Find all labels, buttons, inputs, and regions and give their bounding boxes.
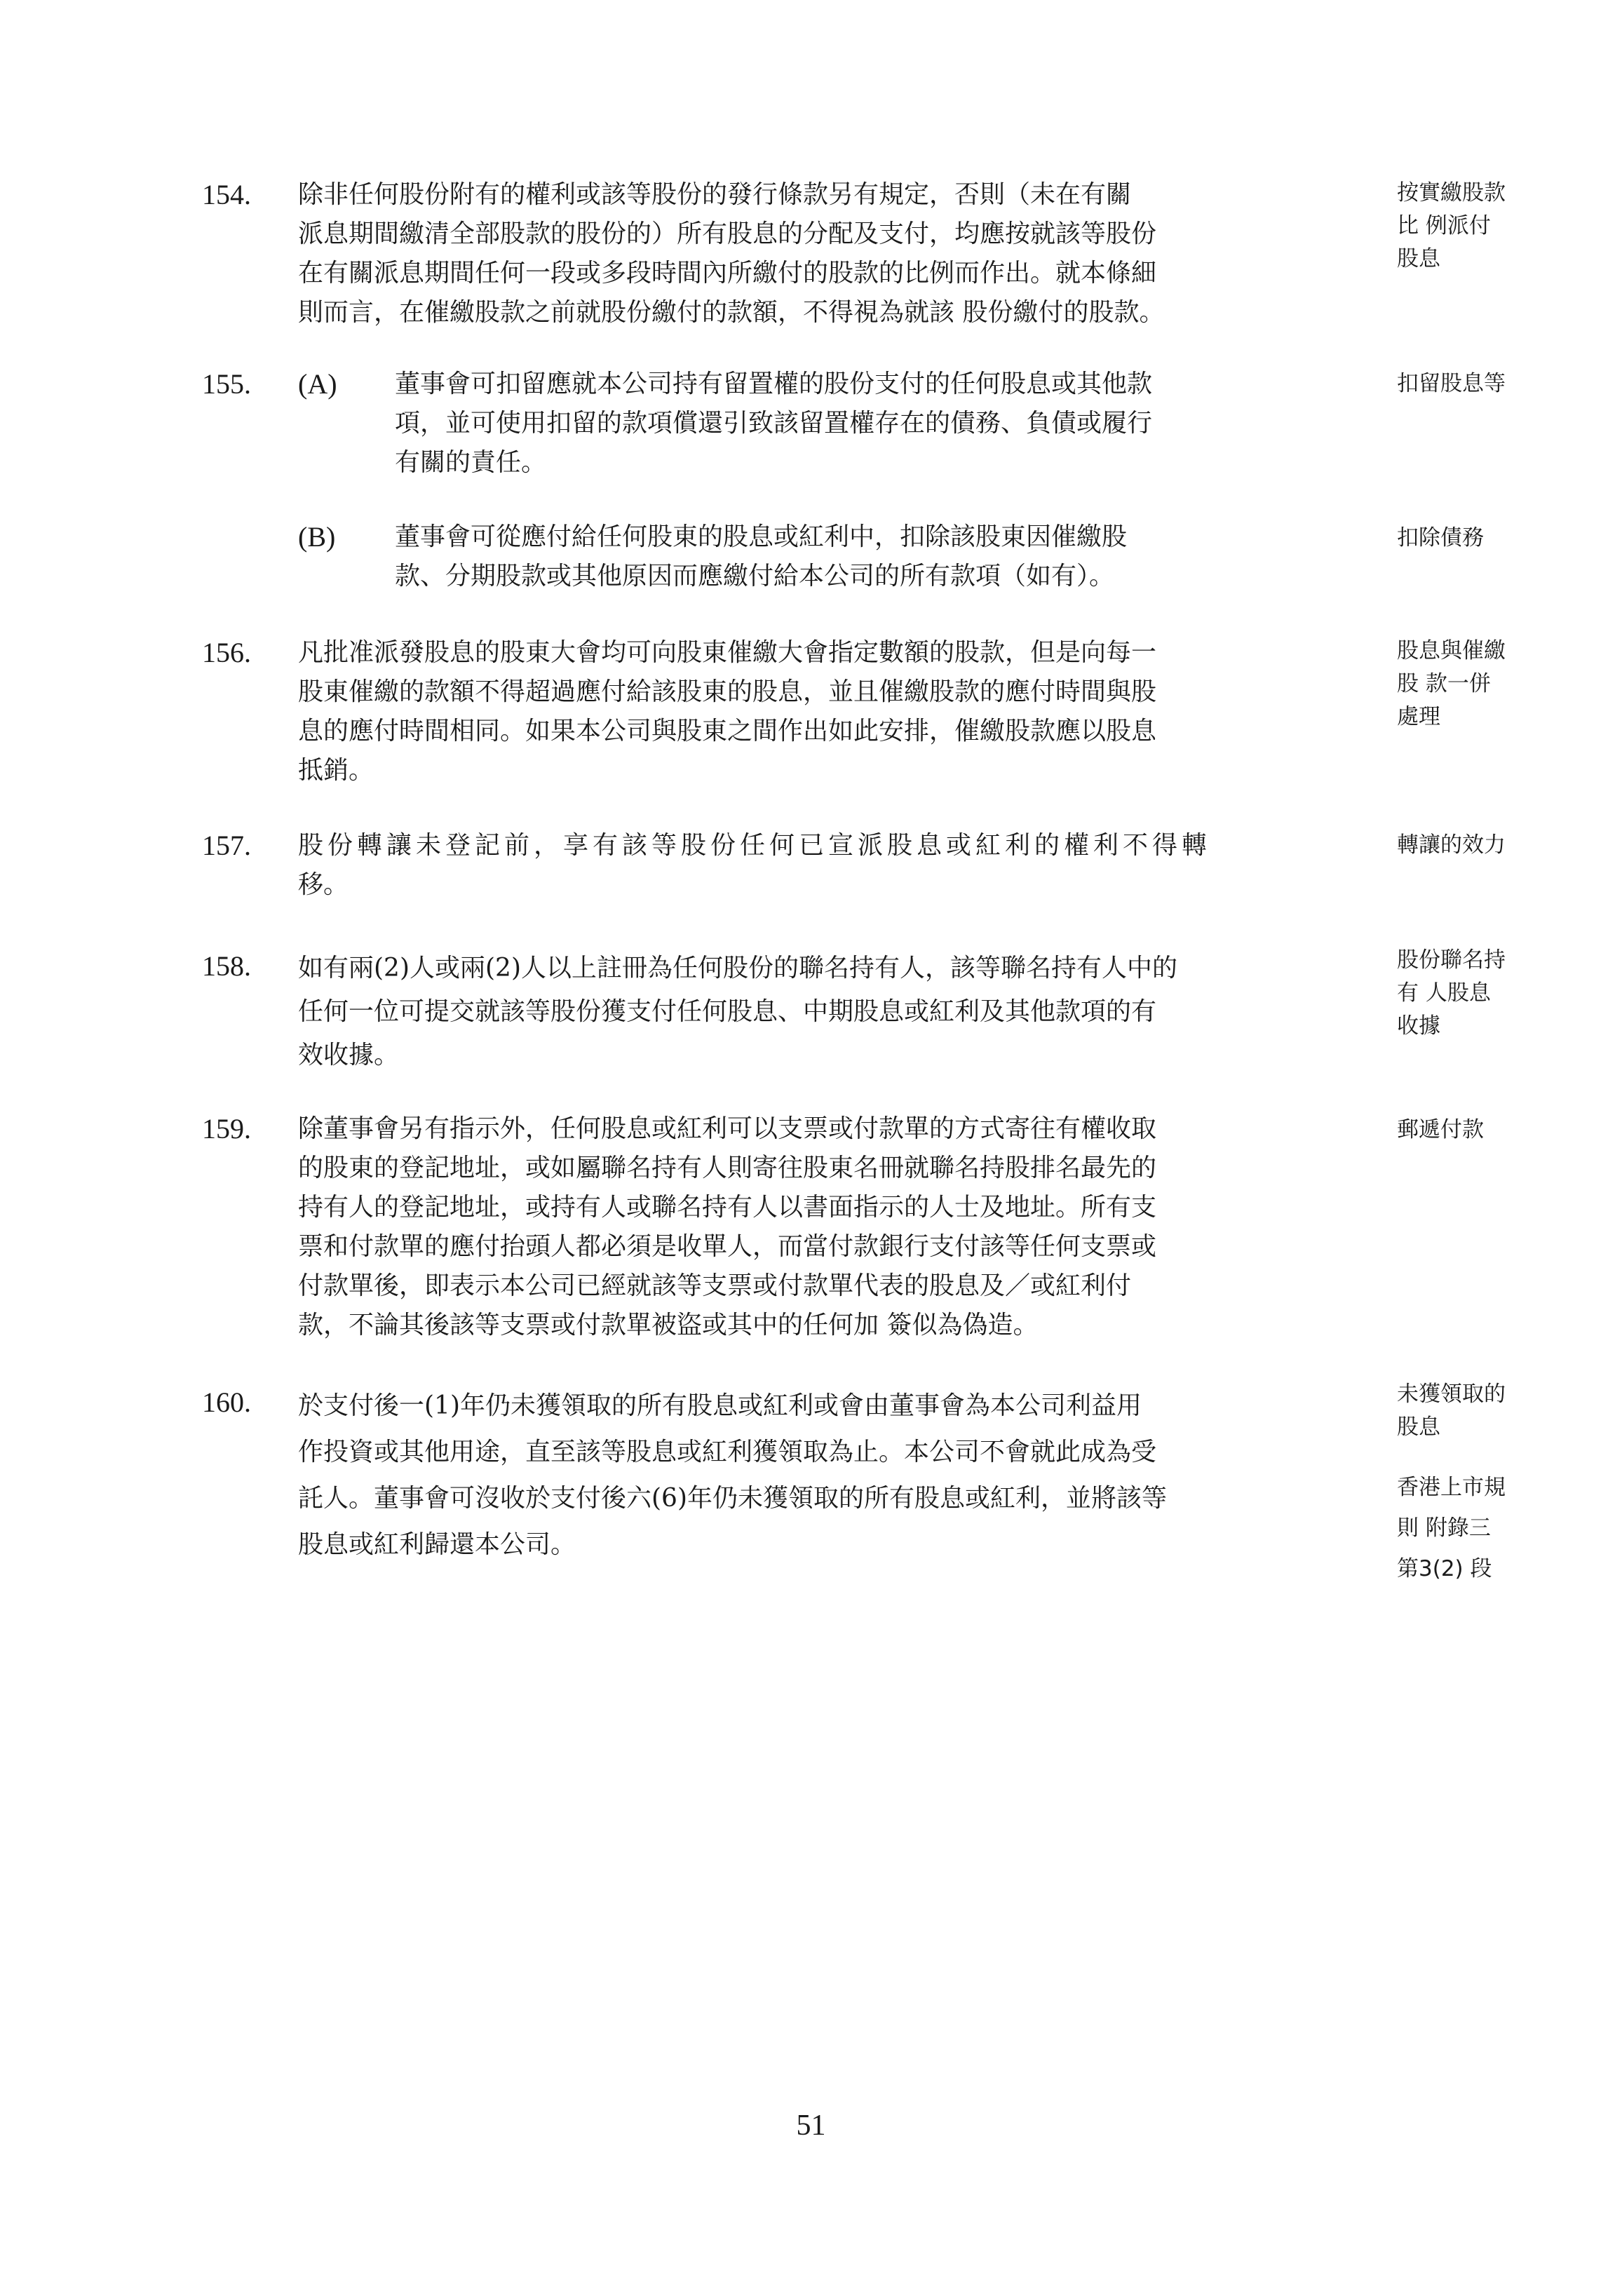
text-line: 股息或紅利歸還本公司。: [298, 1530, 576, 1559]
clause-text: [298, 826, 1350, 905]
margin-note: [1397, 177, 1558, 276]
margin-line: 則 附錄三: [1397, 1515, 1491, 1541]
text-line: 票和付款單的應付抬頭人都必須是收單人，而當付款銀行支付該等任何支票或: [298, 1232, 1157, 1261]
text-line: 凡批准派發股息的股東大會均可向股東催繳大會指定數額的股款，但是向每一: [298, 638, 1157, 667]
subclause-label-a: (A): [298, 368, 337, 400]
page-number: 51: [796, 2109, 826, 2142]
subclause-text-a: [395, 365, 1350, 482]
text-line: 息的應付時間相同。如果本公司與股東之間作出如此安排，催繳股款應以股息: [298, 717, 1157, 745]
margin-line: 扣除債務: [1397, 525, 1484, 551]
clause-text: [298, 947, 1350, 1077]
margin-reference: [1397, 1467, 1558, 1589]
subclause-label-b: (B): [298, 521, 336, 553]
text-line: 託人。董事會可沒收於支付後六(6)年仍未獲領取的所有股息或紅利，並將該等: [298, 1484, 1167, 1513]
margin-line: 轉讓的效力: [1397, 832, 1506, 858]
text-line: 付款單後，即表示本公司已經就該等支票或付款單代表的股息及／或紅利付: [298, 1271, 1132, 1300]
margin-note: [1397, 522, 1558, 555]
clause-text: [298, 633, 1350, 790]
margin-line: 香港上市規: [1397, 1475, 1506, 1500]
subclause-text-b: [395, 518, 1350, 596]
margin-line: 股息: [1397, 1414, 1440, 1440]
text-line: 除非任何股份附有的權利或該等股份的發行條款另有規定，否則（未在有關: [298, 180, 1132, 209]
margin-line: 郵遞付款: [1397, 1117, 1484, 1142]
margin-line: 股份聯名持: [1397, 947, 1506, 973]
clause-number: 155.: [202, 368, 251, 400]
clause-number: 154.: [202, 179, 251, 210]
text-line: 派息期間繳清全部股款的股份的）所有股息的分配及支付，均應按就該等股份: [298, 220, 1157, 248]
margin-line: 收據: [1397, 1013, 1440, 1039]
text-line: 持有人的登記地址，或持有人或聯名持有人以書面指示的人士及地址。所有支: [298, 1193, 1157, 1222]
margin-line: 股息: [1397, 246, 1440, 271]
text-line: 款、分期股款或其他原因而應繳付給本公司的所有款項（如有）。: [395, 562, 1115, 590]
margin-line: 股息與催繳: [1397, 638, 1506, 663]
text-line: 除董事會另有指示外，任何股息或紅利可以支票或付款單的方式寄往有權收取: [298, 1114, 1157, 1143]
clause-number: 157.: [202, 830, 251, 861]
clause-text: [298, 175, 1350, 332]
clause-number: 160.: [202, 1386, 251, 1418]
margin-line: 比 例派付: [1397, 213, 1491, 238]
text-line: 移。: [298, 870, 349, 899]
text-line: 的股東的登記地址，或如屬聯名持有人則寄往股東名冊就聯名持股排名最先的: [298, 1154, 1157, 1182]
margin-line: 第3(2) 段: [1397, 1556, 1492, 1581]
text-line: 董事會可從應付給任何股東的股息或紅利中，扣除該股東因催繳股: [395, 522, 1128, 551]
clause-number: 156.: [202, 637, 251, 668]
text-line: 任何一位可提交就該等股份獲支付任何股息、中期股息或紅利及其他款項的有: [298, 997, 1157, 1026]
text-line: 如有兩(2)人或兩(2)人以上註冊為任何股份的聯名持有人，該等聯名持有人中的: [298, 954, 1177, 982]
margin-line: 處理: [1397, 704, 1440, 729]
margin-line: 按實繳股款: [1397, 180, 1506, 205]
text-line: 董事會可扣留應就本公司持有留置權的股份支付的任何股息或其他款: [395, 370, 1153, 398]
margin-line: 有 人股息: [1397, 980, 1491, 1006]
text-line: 作投資或其他用途，直至該等股息或紅利獲領取為止。本公司不會就此成為受: [298, 1438, 1157, 1466]
text-line: 項，並可使用扣留的款項償還引致該留置權存在的債務、負債或履行: [395, 409, 1153, 438]
margin-note: [1397, 1114, 1558, 1147]
margin-line: 未獲領取的: [1397, 1382, 1506, 1407]
margin-note: [1397, 1378, 1558, 1444]
margin-line: 股 款一併: [1397, 671, 1491, 696]
clause-number: 158.: [202, 950, 251, 982]
text-line: 股東催繳的款額不得超過應付給該股東的股息，並且催繳股款的應付時間與股: [298, 677, 1157, 706]
text-line: 於支付後一(1)年仍未獲領取的所有股息或紅利或會由董事會為本公司利益用: [298, 1391, 1142, 1420]
clause-text: [298, 1109, 1350, 1345]
text-line: 有關的責任。: [395, 448, 547, 477]
clause-number: 159.: [202, 1113, 251, 1144]
margin-note: [1397, 944, 1558, 1043]
text-line: 款，不論其後該等支票或付款單被盜或其中的任何加 簽似為偽造。: [298, 1311, 1039, 1339]
clause-text: [298, 1383, 1350, 1568]
text-line: 抵銷。: [298, 756, 374, 785]
margin-note: [1397, 635, 1558, 734]
text-line: 效收據。: [298, 1041, 400, 1069]
margin-line: 扣留股息等: [1397, 371, 1506, 396]
margin-note: [1397, 829, 1558, 862]
margin-note: [1397, 367, 1558, 400]
text-line: 股份轉讓未登記前，享有該等股份任何已宣派股息或紅利的權利不得轉: [298, 831, 1212, 860]
text-line: 則而言，在催繳股款之前就股份繳付的款額，不得視為就該 股份繳付的股款。: [298, 298, 1165, 327]
text-line: 在有關派息期間任何一段或多段時間內所繳付的股款的比例而作出。就本條細: [298, 259, 1157, 288]
